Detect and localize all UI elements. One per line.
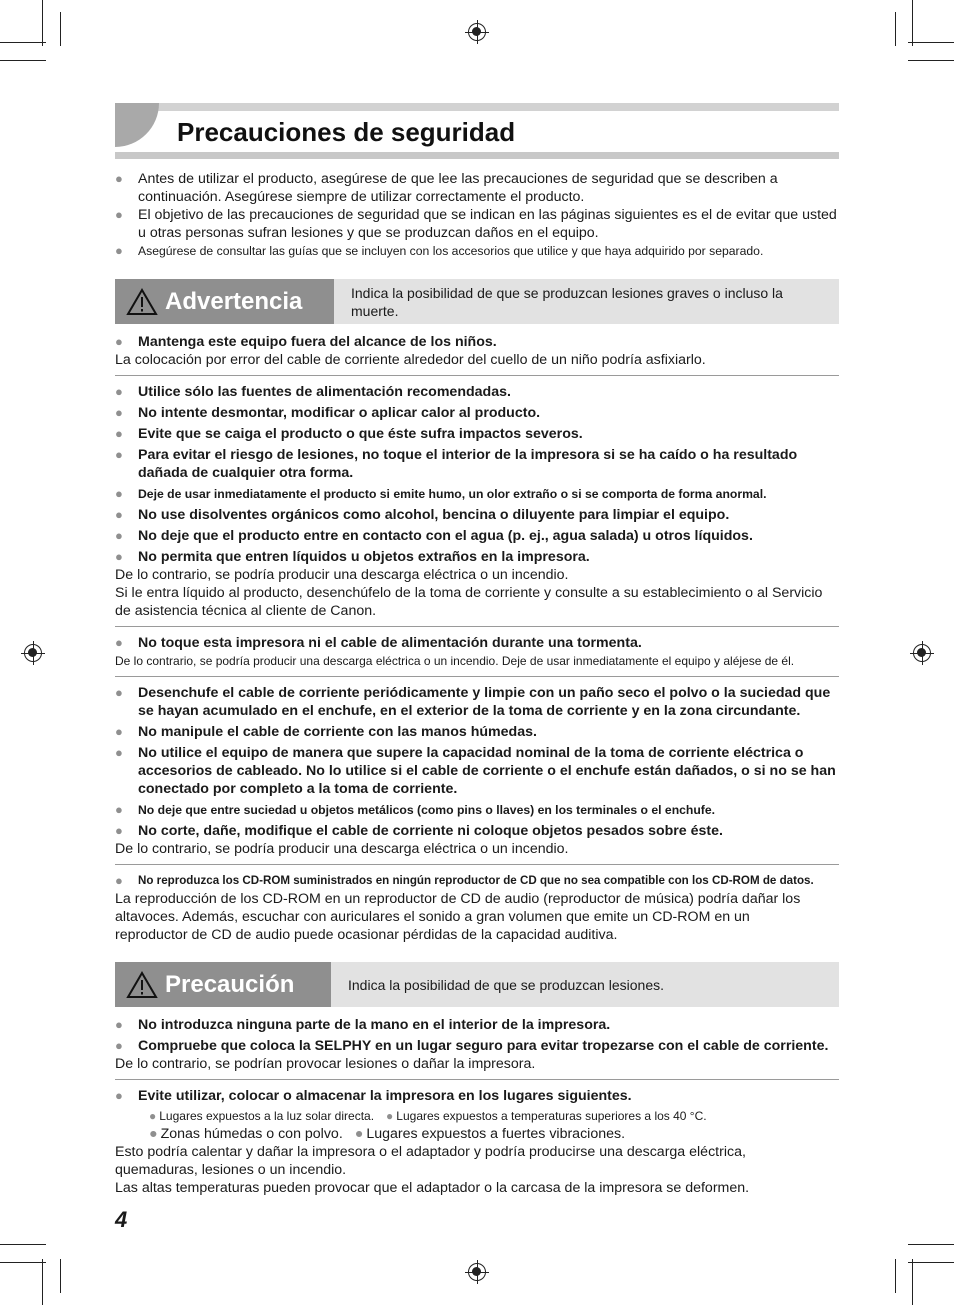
divider: [115, 676, 839, 677]
location-item: ● Lugares expuestos a fuertes vibraciones.: [354, 1126, 626, 1142]
bullet-icon: ●: [115, 823, 123, 838]
warning-item: ● Desenchufe el cable de corriente periódicamente y limpie con un paño seco el polvo o la suciedad que se hayan acumulado en el enchufe, en el exterior de la toma de corriente y en la zona circundante.: [115, 685, 831, 719]
warning-item: ● No toque esta impresora ni el cable de alimentación durante una tormenta.: [115, 635, 642, 651]
crop-mark: [42, 1259, 43, 1305]
crop-mark: [60, 1259, 61, 1293]
location-list: [115, 1125, 839, 1143]
crop-mark: [908, 60, 954, 61]
title-bar: [115, 103, 839, 160]
divider: [115, 626, 839, 627]
page-content: [115, 103, 839, 1233]
caution-triangle-icon: [126, 971, 158, 999]
warning-note: De lo contrario, se podría producir una descarga eléctrica o un incendio. Deje de usar inmediatamente el equipo y aléjese de él.: [115, 654, 795, 668]
warning-item: ● Utilice sólo las fuentes de alimentación recomendadas.: [115, 384, 511, 400]
warning-note: La reproducción de los CD-ROM en un reproductor de CD de audio (reproductor de música) podría dañar los altavoces. Además, escuchar con auriculares el sonido a gran volumen que emite un CD-ROM en un reproductor de CD de audio puede ocasionar pérdidas de la capacidad auditiva.: [115, 891, 801, 943]
location-item: ● Lugares expuestos a temperaturas superiores a los 40 °C.: [386, 1109, 707, 1123]
divider: [115, 864, 839, 865]
crop-mark: [0, 42, 46, 43]
crop-mark: [895, 1259, 896, 1293]
warning-item: ● Para evitar el riesgo de lesiones, no toque el interior de la impresora si se ha caído o ha resultado dañada de cualquier otra forma.: [115, 447, 798, 481]
caution-banner: [115, 962, 839, 1007]
crop-mark: [0, 60, 46, 61]
bullet-icon: ●: [115, 384, 123, 399]
crop-mark: [908, 1262, 954, 1263]
warning-item: ● No reproduzca los CD-ROM suministrados en ningún reproductor de CD que no sea compatible con los CD-ROM de datos.: [115, 873, 814, 888]
caution-label: Precaución: [165, 970, 295, 998]
warning-item: ● Deje de usar inmediatamente el producto si emite humo, un olor extraño o si se comporta de forma anormal.: [115, 486, 767, 501]
bullet-icon: ●: [115, 528, 123, 543]
warning-note: De lo contrario, se podría producir una descarga eléctrica o un incendio.: [115, 567, 569, 583]
warning-note: De lo contrario, se podría producir una descarga eléctrica o un incendio.: [115, 841, 569, 857]
warning-banner: [115, 279, 839, 324]
caution-label-box: [115, 962, 331, 1007]
warning-item: ● No deje que el producto entre en contacto con el agua (p. ej., agua salada) u otros líquidos.: [115, 528, 753, 544]
bullet-icon: ●: [115, 486, 123, 501]
divider: [115, 375, 839, 376]
bullet-icon: ●: [115, 549, 123, 564]
warning-label-box: [115, 279, 334, 324]
warning-item: ● No permita que entren líquidos u objetos extraños en la impresora.: [115, 549, 590, 565]
registration-mark-icon: [468, 23, 486, 41]
bullet-icon: ●: [115, 1088, 123, 1103]
caution-note: Esto podría calentar y dañar la impresora o el adaptador y podría producirse una descarga eléctrica, quemaduras, lesiones o un incendio.: [115, 1144, 746, 1178]
caution-note: De lo contrario, se podrían provocar lesiones o dañar la impresora.: [115, 1056, 536, 1072]
bullet-icon: ●: [115, 507, 123, 522]
bullet-icon: ●: [115, 171, 123, 186]
bullet-icon: ●: [115, 635, 123, 650]
bullet-icon: ●: [115, 1017, 123, 1032]
registration-mark-icon: [468, 1263, 486, 1281]
location-list: [115, 1105, 839, 1125]
registration-mark-icon: [24, 644, 42, 662]
warning-item: ● No corte, dañe, modifique el cable de corriente ni coloque objetos pesados sobre éste.: [115, 823, 723, 839]
bullet-icon: ●: [115, 207, 123, 222]
warning-item: ● No deje que entre suciedad u objetos metálicos (como pins o llaves) en los terminales o el enchufe.: [115, 802, 716, 817]
bullet-icon: ●: [115, 745, 123, 760]
page-number: 4: [115, 1207, 128, 1232]
crop-mark: [0, 1244, 46, 1245]
crop-mark: [42, 0, 43, 46]
bullet-icon: ●: [115, 1038, 123, 1053]
crop-mark: [0, 1262, 46, 1263]
intro-bullet: ● Antes de utilizar el producto, asegúrese de que lee las precauciones de seguridad que se describen a continuación. Asegúrese siempre de utilizar correctamente el producto.: [115, 171, 778, 205]
title-corner-decoration: [115, 103, 159, 147]
title-rule: [115, 152, 839, 159]
location-item: ● Lugares expuestos a la luz solar directa.: [149, 1109, 375, 1123]
bullet-icon: ●: [354, 1126, 364, 1142]
bullet-icon: ●: [386, 1109, 394, 1123]
caution-item: ● Compruebe que coloca la SELPHY en un lugar seguro para evitar tropezarse con el cable de corriente.: [115, 1038, 829, 1054]
crop-mark: [912, 0, 913, 46]
warning-triangle-icon: [126, 288, 158, 316]
warning-item: ● No utilice el equipo de manera que supere la capacidad nominal de la toma de corriente eléctrica o accesorios de cableado. No lo utilice si el cable de corriente o el enchufe están dañados, o si no se han conectado por completo a la toma de corriente.: [115, 745, 836, 797]
bullet-icon: ●: [115, 685, 123, 700]
caution-description: Indica la posibilidad de que se produzcan lesiones.: [348, 976, 664, 993]
warning-description: Indica la posibilidad de que se produzcan lesiones graves o incluso la muerte.: [351, 284, 783, 319]
bullet-icon: ●: [115, 426, 123, 441]
caution-note: Las altas temperaturas pueden provocar que el adaptador o la carcasa de la impresora se deformen.: [115, 1180, 750, 1196]
bullet-icon: ●: [115, 873, 123, 888]
crop-mark: [60, 12, 61, 46]
bullet-icon: ●: [149, 1126, 158, 1142]
registration-mark-icon: [913, 644, 931, 662]
bullet-icon: ●: [115, 334, 123, 349]
intro-bullet: ● El objetivo de las precauciones de seguridad que se indican en las páginas siguientes es el de evitar que usted u otras personas sufran lesiones y que se produzcan daños en el equipo.: [115, 207, 837, 241]
warning-label: Advertencia: [165, 287, 303, 315]
warning-note: La colocación por error del cable de corriente alrededor del cuello de un niño podría asfixiarlo.: [115, 352, 706, 368]
warning-item: ● Mantenga este equipo fuera del alcance de los niños.: [115, 334, 497, 350]
divider: [115, 1079, 839, 1080]
bullet-icon: ●: [115, 724, 123, 739]
crop-mark: [908, 1244, 954, 1245]
warning-note: Si le entra líquido al producto, desenchúfelo de la toma de corriente y consulte a su establecimiento o al Servicio de asistencia técnica al cliente de Canon.: [115, 585, 823, 619]
crop-mark: [912, 1259, 913, 1305]
bullet-icon: ●: [115, 405, 123, 420]
warning-item: ● Evite que se caiga el producto o que éste sufra impactos severos.: [115, 426, 583, 442]
bullet-icon: ●: [115, 802, 123, 817]
page-title: Precauciones de seguridad: [177, 117, 516, 147]
title-rule: [115, 103, 839, 111]
caution-item: ● No introduzca ninguna parte de la mano en el interior de la impresora.: [115, 1017, 611, 1033]
warning-item: ● No use disolventes orgánicos como alcohol, bencina o diluyente para limpiar el equipo.: [115, 507, 730, 523]
bullet-icon: ●: [149, 1109, 157, 1123]
caution-item: ● Evite utilizar, colocar o almacenar la impresora en los lugares siguientes.: [115, 1088, 632, 1104]
intro-bullet: ● Asegúrese de consultar las guías que se incluyen con los accesorios que utilice y que haya adquirido por separado.: [115, 243, 764, 258]
location-item: ● Zonas húmedas o con polvo.: [149, 1126, 343, 1142]
warning-item: ● No manipule el cable de corriente con las manos húmedas.: [115, 724, 537, 740]
crop-mark: [908, 42, 954, 43]
crop-mark: [895, 12, 896, 46]
warning-item: ● No intente desmontar, modificar o aplicar calor al producto.: [115, 405, 541, 421]
bullet-icon: ●: [115, 447, 123, 462]
bullet-icon: ●: [115, 243, 123, 258]
